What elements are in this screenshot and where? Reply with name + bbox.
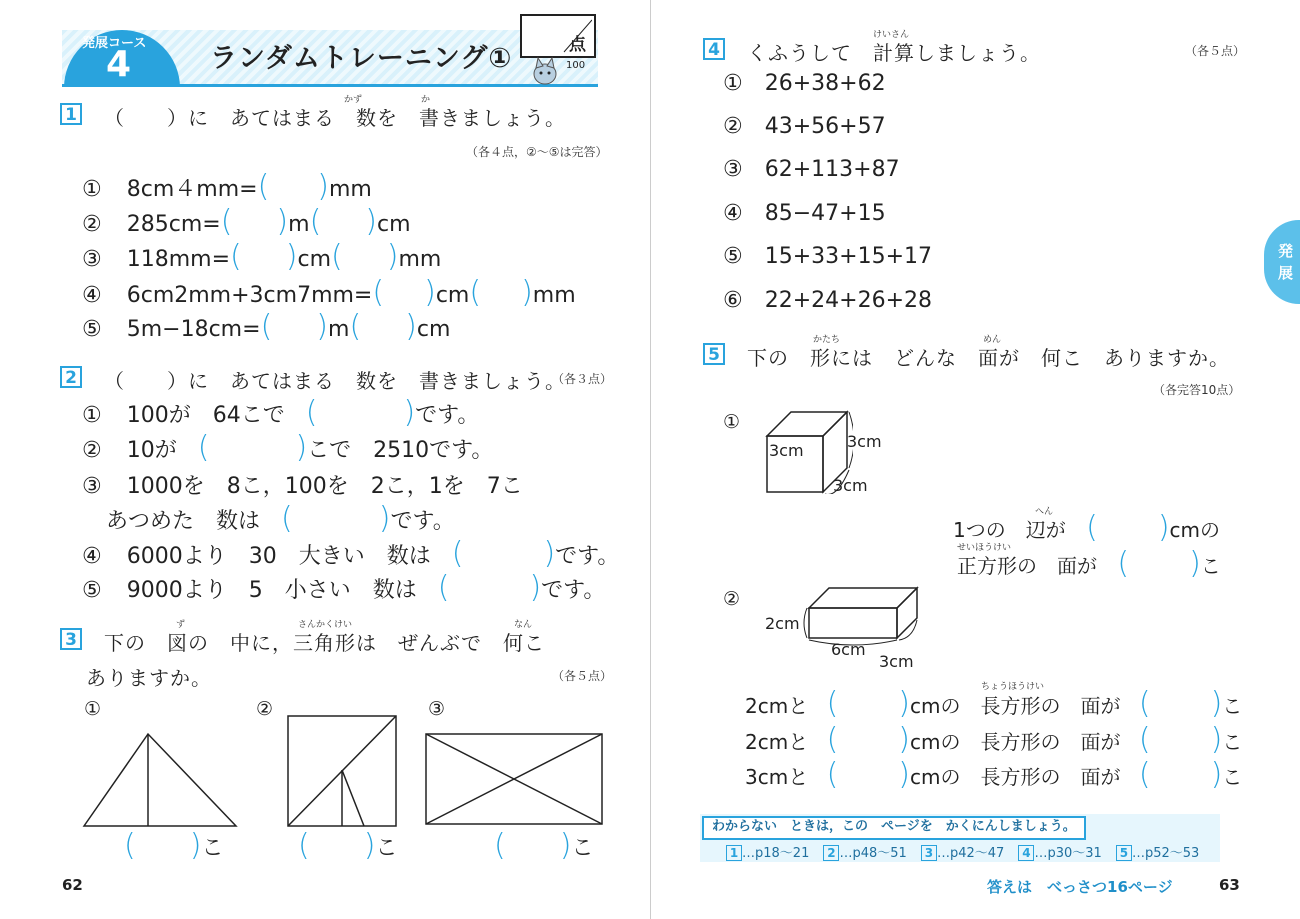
q3-ruby-sankakukei: さんかくけい bbox=[298, 620, 353, 630]
right-page bbox=[651, 0, 1300, 919]
q3-text-1: 下の 図の 中に，三角形は ぜんぶで 何こ bbox=[104, 631, 545, 655]
q4-item-4: ④ 85−47+15 bbox=[723, 201, 886, 226]
cat-mascot-icon bbox=[528, 54, 562, 88]
q3-figure-1-triangle bbox=[78, 728, 242, 832]
q2-item-3-cont: あつめた 数は ( )です。 bbox=[106, 501, 455, 536]
hint-ref-1: 1 …p18～21 bbox=[726, 846, 809, 861]
hint-ref-4: 4 …p30～31 bbox=[1018, 846, 1101, 861]
q1-text: （ ）に あてはまる 数を 書きましょう。 bbox=[104, 106, 566, 130]
q5-text: 下の 形には どんな 面が 何こ ありますか。 bbox=[747, 346, 1230, 370]
q5-cube-label-side: 3cm bbox=[847, 432, 882, 451]
q5-ruby-katachi: かたち bbox=[813, 335, 841, 345]
q5-number: 5 bbox=[703, 343, 725, 365]
q3-ruby-nan: なん bbox=[514, 620, 533, 630]
q4-item-5: ⑤ 15+33+15+17 bbox=[723, 244, 933, 269]
q5-item1-line-1: 1つの 辺が ( )cmの bbox=[953, 510, 1221, 545]
q1-points: （各４点，②～⑤は完答） bbox=[466, 145, 608, 159]
hint-ref-3: 3 …p42～47 bbox=[921, 846, 1004, 861]
side-tab-hatten: 発 展 bbox=[1264, 220, 1300, 304]
q3-figure-2-square bbox=[284, 712, 400, 830]
q5-box-label-depth: 3cm bbox=[879, 652, 914, 671]
q4-ruby-keisan: けいさん bbox=[873, 30, 910, 40]
q5-ruby-chouhoukei: ちょうほうけい bbox=[981, 682, 1045, 692]
q4-item-3: ③ 62+113+87 bbox=[723, 157, 900, 182]
q4-item-6: ⑥ 22+24+26+28 bbox=[723, 288, 933, 313]
q3-number: 3 bbox=[60, 628, 82, 650]
q4-number: 4 bbox=[703, 38, 725, 60]
page-title: ランダムトレーニング① bbox=[210, 43, 513, 74]
q3-answer-3: ( )こ bbox=[494, 828, 594, 863]
hint-ref-2: 2 …p48～51 bbox=[823, 846, 906, 861]
q1-item-2: ② 285cm=( )m( )cm bbox=[82, 204, 411, 239]
score-label: 点 bbox=[569, 35, 586, 55]
q2-item-3: ③ 1000を 8こ，100を 2こ，1を 7こ bbox=[82, 474, 523, 499]
q2-item-5: ⑤ 9000より 5 小さい 数は ( )です。 bbox=[82, 570, 606, 605]
q4-item-2: ② 43+56+57 bbox=[723, 114, 886, 139]
q1-item-5: ⑤ 5m−18cm=( )m( )cm bbox=[82, 309, 451, 344]
q3-mark-1: ① bbox=[84, 698, 102, 720]
q3-ruby-zu: ず bbox=[176, 620, 186, 630]
q1-ruby-ka: か bbox=[421, 95, 431, 105]
answer-note: 答えは べっさつ16ページ bbox=[987, 878, 1173, 896]
q2-item-1: ① 100が 64こで ( )です。 bbox=[82, 395, 480, 430]
q5-box-label-length: 6cm bbox=[831, 640, 866, 659]
q4-text: くふうして 計算しましょう。 bbox=[747, 41, 1041, 65]
q5-mark-1: ① bbox=[723, 411, 741, 433]
q1-item-1: ① 8cm４mm=( )mm bbox=[82, 169, 372, 204]
q3-answer-1: ( )こ bbox=[124, 828, 224, 863]
course-number: 4 bbox=[106, 44, 132, 85]
q1-item-3: ③ 118mm=( )cm( )mm bbox=[82, 239, 442, 274]
q5-ruby-men: めん bbox=[983, 335, 1002, 345]
q4-points: （各５点） bbox=[1185, 44, 1246, 58]
q5-cube-label-front: 3cm bbox=[769, 441, 804, 460]
q5-item2-row-2: 2cmと ( )cmの 長方形の 面が ( )こ bbox=[745, 722, 1243, 757]
hint-refs bbox=[726, 842, 1199, 861]
page-number-right: 63 bbox=[1219, 876, 1240, 894]
q3-text-2: ありますか。 bbox=[86, 666, 212, 690]
q1-item-4: ④ 6cm2mm+3cm7mm=( )cm( )mm bbox=[82, 275, 576, 310]
q2-item-4: ④ 6000より 30 大きい 数は ( )です。 bbox=[82, 536, 620, 571]
q5-ruby-seihoukei: せいほうけい bbox=[957, 543, 1012, 553]
score-max: 100 bbox=[566, 60, 586, 71]
course-label: 発展コース bbox=[82, 36, 147, 51]
q3-mark-3: ③ bbox=[428, 698, 446, 720]
q5-box-label-height: 2cm bbox=[765, 614, 800, 633]
q1-ruby-kazu: かず bbox=[344, 95, 363, 105]
q3-mark-2: ② bbox=[256, 698, 274, 720]
q3-figure-3-rectangle bbox=[422, 730, 606, 828]
q2-points: （各３点） bbox=[552, 372, 613, 386]
q5-cube-label-depth: 3cm bbox=[833, 476, 868, 495]
q2-item-2: ② 10が ( )こで 2510です。 bbox=[82, 430, 494, 465]
hint-title: わからない ときは，この ページを かくにんしましょう。 bbox=[702, 816, 1086, 840]
q3-points: （各５点） bbox=[552, 669, 613, 683]
q3-answer-2: ( )こ bbox=[298, 828, 398, 863]
q5-points: （各完答10点） bbox=[1153, 383, 1241, 397]
q5-item1-line-2: 正方形の 面が ( )こ bbox=[957, 546, 1221, 581]
q2-number: 2 bbox=[60, 366, 82, 388]
q5-item2-row-3: 3cmと ( )cmの 長方形の 面が ( )こ bbox=[745, 757, 1243, 792]
q5-mark-2: ② bbox=[723, 588, 741, 610]
q5-ruby-hen: へん bbox=[1035, 507, 1054, 517]
q4-item-1: ① 26+38+62 bbox=[723, 71, 886, 96]
q5-item2-row-1: 2cmと ( )cmの 長方形の 面が ( )こ bbox=[745, 686, 1243, 721]
q2-text: （ ）に あてはまる 数を 書きましょう。 bbox=[104, 369, 566, 393]
q1-number: 1 bbox=[60, 103, 82, 125]
page-number-left: 62 bbox=[62, 876, 83, 894]
hint-ref-5: 5 …p52～53 bbox=[1116, 846, 1199, 861]
